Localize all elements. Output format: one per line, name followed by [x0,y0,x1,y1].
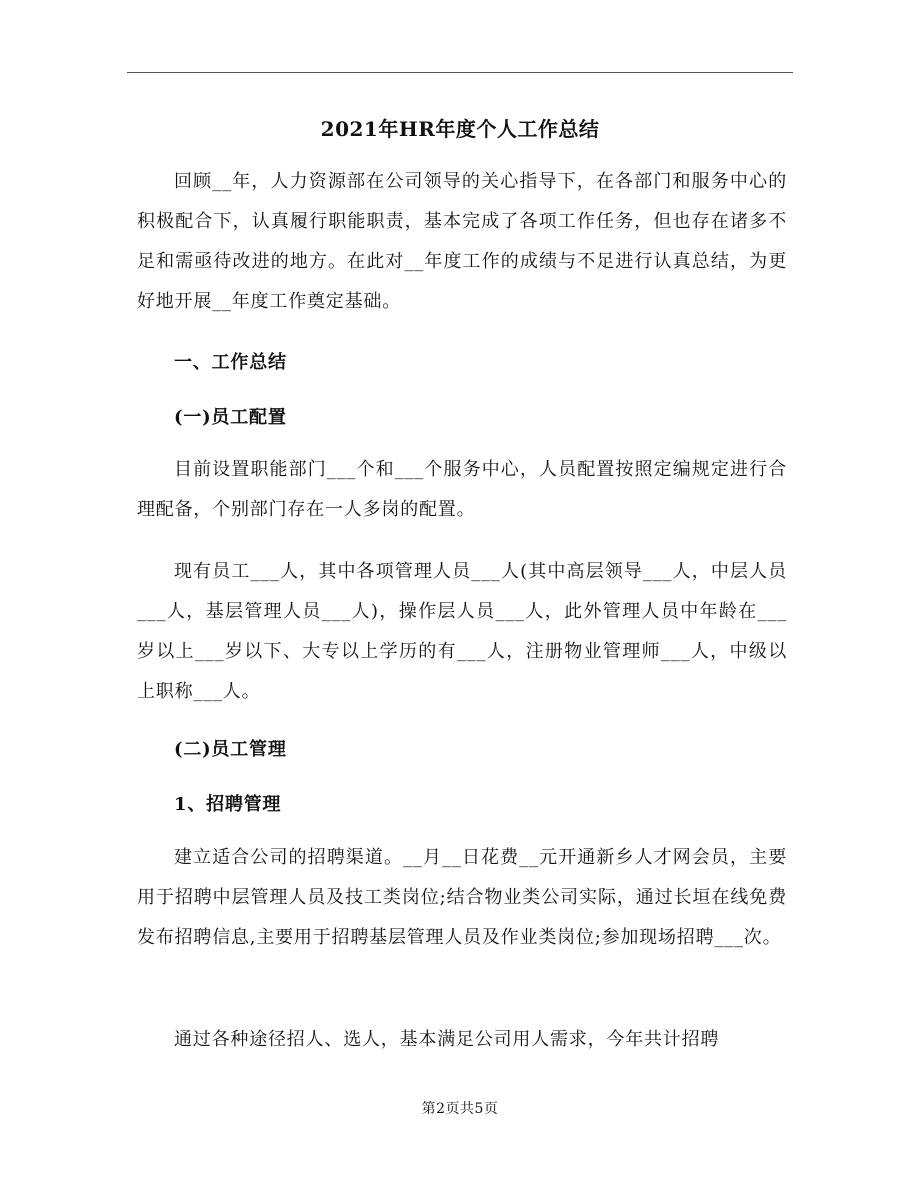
subsection-heading-staff-management: (二)员工管理 [174,739,287,760]
document-title: 2021年HR年度个人工作总结 [320,117,600,141]
header-rule [127,72,793,73]
recruitment-paragraph-2: 通过各种途径招人、选人，基本满足公司用人需求，今年共计招聘 [174,1029,720,1050]
staffing-paragraph-2: 现有员工___人，其中各项管理人员___人(其中高层领导___人，中层人员___人，基层管理人员___人)，操作层人员___人，此外管理人员中年龄在___岁以上___岁以下、大专以上学历的有___人，注册物业管理师___人，中级以上职称___人。 [137,561,787,702]
recruitment-paragraph-1: 建立适合公司的招聘渠道。__月__日花费__元开通新乡人才网会员，主要用于招聘中层管理人员及技工类岗位;结合物业类公司实际，通过长垣在线免费发布招聘信息,主要用于招聘基层管理人员及作业类岗位;参加现场招聘___次。 [137,847,787,948]
section-heading-work-summary: 一、工作总结 [174,352,287,373]
page-footer: 第2页共5页 [421,1101,499,1117]
intro-paragraph: 回顾__年，人力资源部在公司领导的关心指导下，在各部门和服务中心的积极配合下，认真履行职能职责，基本完成了各项工作任务，但也存在诸多不足和需亟待改进的地方。在此对__年度工作的成绩与不足进行认真总结，为更好地开展__年度工作奠定基础。 [137,171,787,312]
staffing-paragraph-1: 目前设置职能部门___个和___个服务中心，人员配置按照定编规定进行合理配备，个别部门存在一人多岗的配置。 [137,459,787,520]
item-heading-recruitment: 1、招聘管理 [174,794,282,815]
subsection-heading-staffing: (一)员工配置 [174,407,287,428]
